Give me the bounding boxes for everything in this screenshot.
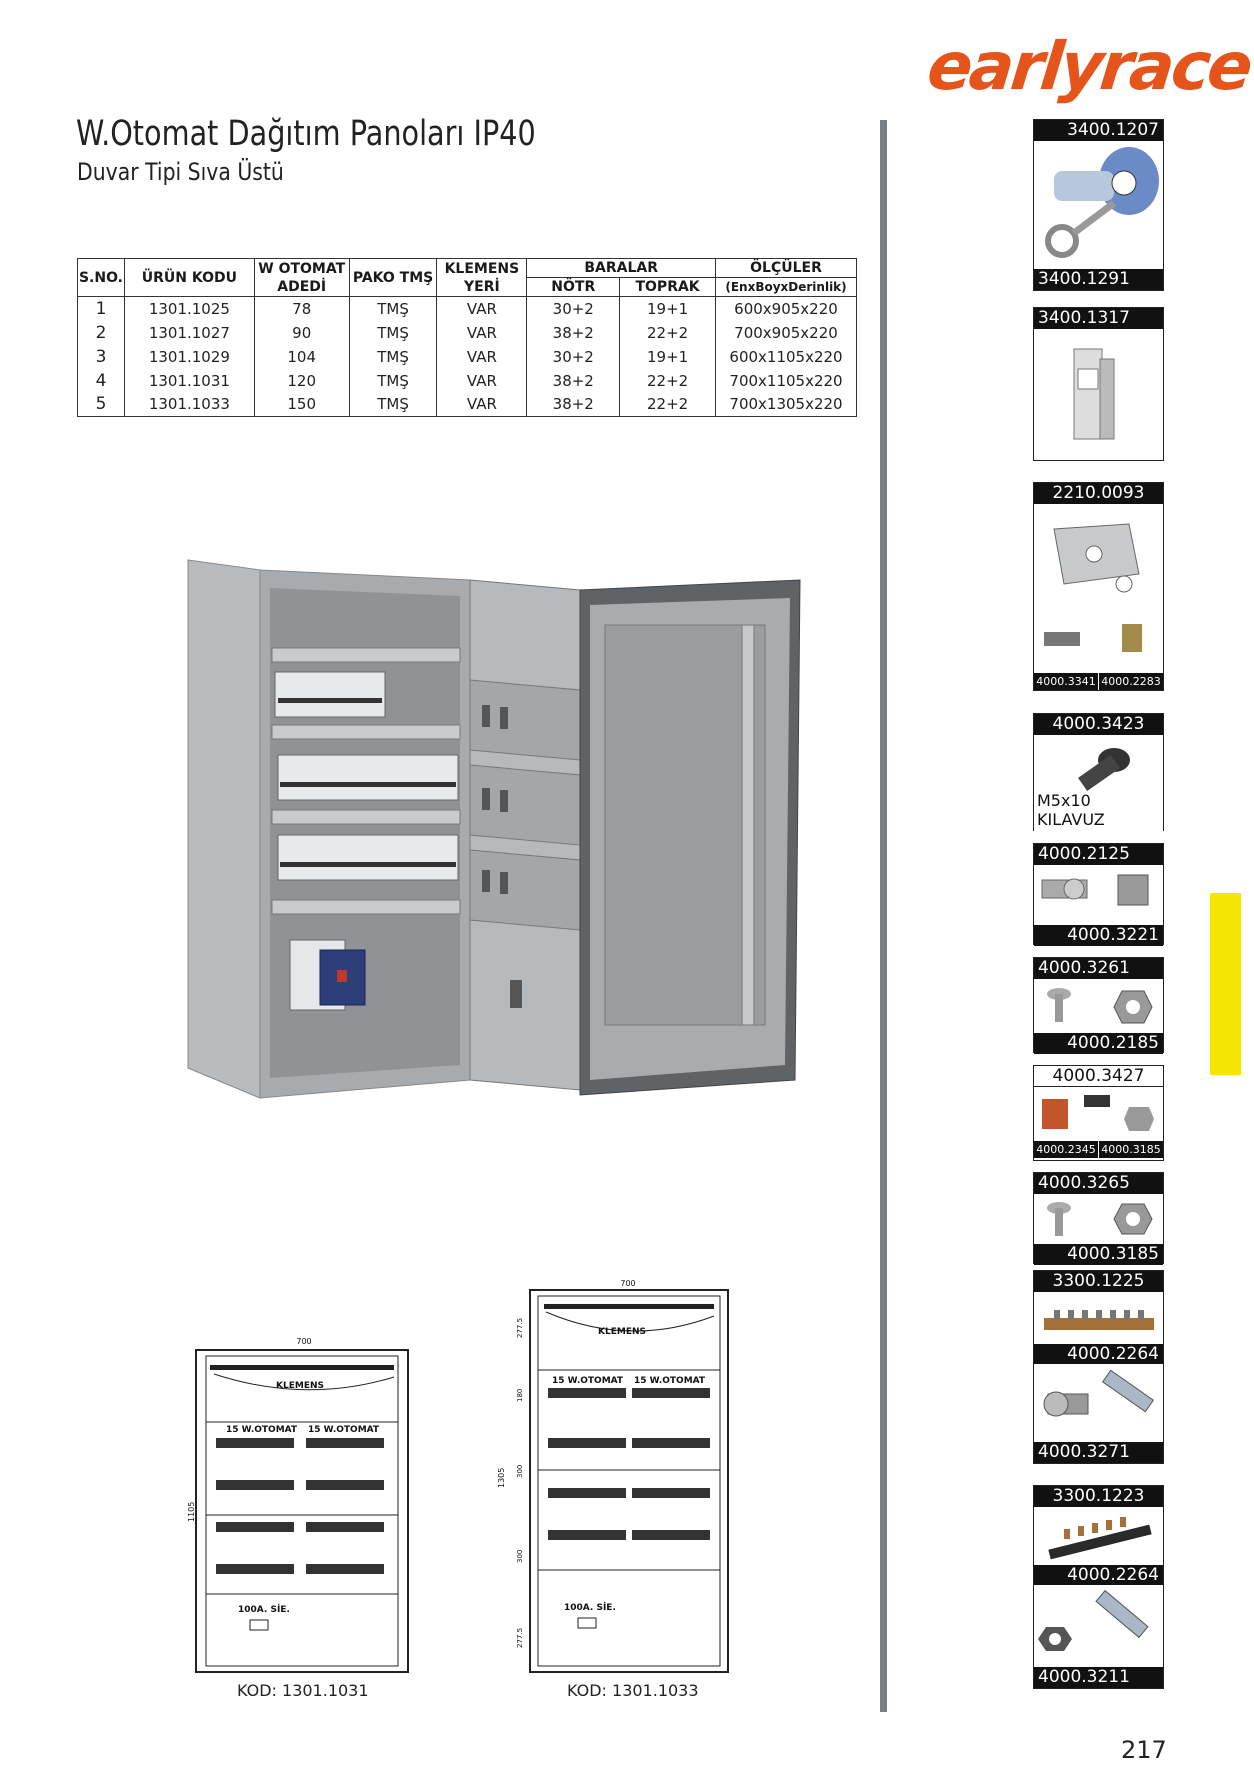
cell-toprak: 22+2 (620, 369, 716, 393)
cell-code: 1301.1027 (124, 321, 254, 345)
cell-olcu: 700x1105x220 (716, 369, 857, 393)
screw-image (1034, 735, 1163, 831)
drawing-right-dim-top: 277.5 (516, 1317, 524, 1338)
drawing-left-kod: KOD: 1301.1031 (237, 1681, 369, 1700)
accessory-code: 4000.3261 (1034, 958, 1163, 979)
cell-code: 1301.1031 (124, 369, 254, 393)
bracket-screws-image (1034, 504, 1163, 673)
accessory-code: 4000.3423 (1034, 714, 1163, 735)
accessory-code: 2210.0093 (1034, 483, 1163, 504)
drawing-left-width: 700 (296, 1337, 312, 1346)
cell-sno: 3 (78, 345, 125, 369)
cell-klemens: VAR (437, 345, 527, 369)
header-baralar: BARALAR (527, 259, 716, 278)
drawing-right (497, 1278, 730, 1676)
drawing-right-dim-c: 300 (516, 1549, 524, 1563)
cell-klemens: VAR (437, 321, 527, 345)
header-toprak: TOPRAK (620, 278, 716, 297)
cell-sno: 2 (78, 321, 125, 345)
cell-toprak: 22+2 (620, 393, 716, 417)
cabinet-illustration (160, 560, 810, 1120)
cell-olcu: 600x905x220 (716, 297, 857, 321)
screw-nut-image (1034, 979, 1163, 1033)
busbar-image (1034, 1507, 1163, 1565)
drawing-right-width: 700 (620, 1279, 636, 1288)
accessory-code: 4000.3211 (1034, 1667, 1163, 1688)
drawing-right-sie: 100A. SİE. (564, 1603, 616, 1613)
accessory-3300-1225 (1033, 1270, 1164, 1364)
table-row (78, 393, 857, 417)
accessory-caption: M5x10 KILAVUZ (1037, 791, 1105, 829)
accessory-4000-3265 (1033, 1172, 1164, 1264)
accessory-code: 3400.1317 (1034, 308, 1163, 329)
header-wotomat: W OTOMAT ADEDİ (254, 259, 349, 297)
header-pako: PAKO TMŞ (349, 259, 437, 297)
accessory-code: 3400.1207 (1034, 120, 1163, 141)
cell-pako: TMŞ (349, 297, 437, 321)
header-sno: S.NO. (78, 259, 125, 297)
accessory-code: 3400.1291 (1034, 269, 1163, 290)
table-row (78, 369, 857, 393)
page-number: 217 (1121, 1736, 1167, 1764)
drawing-left-otomat-b: 15 W.OTOMAT (308, 1425, 380, 1435)
accessory-3400-1207 (1033, 119, 1164, 291)
cell-notr: 30+2 (527, 297, 620, 321)
drawing-left-sie: 100A. SİE. (238, 1605, 290, 1615)
table-row (78, 321, 857, 345)
accessory-subcode: 4000.3185 (1098, 1141, 1163, 1158)
cell-sno: 1 (78, 297, 125, 321)
drawing-left-height: 1105 (187, 1501, 196, 1522)
cell-wotomat: 150 (254, 393, 349, 417)
cell-wotomat: 120 (254, 369, 349, 393)
cell-klemens: VAR (437, 297, 527, 321)
screw-cage-image (1034, 1364, 1163, 1442)
cell-sno: 4 (78, 369, 125, 393)
accessory-subcode: 4000.2283 (1098, 673, 1163, 690)
cell-olcu: 700x905x220 (716, 321, 857, 345)
drawing-right-klemens: KLEMENS (598, 1327, 646, 1337)
accessory-4000-3261 (1033, 957, 1164, 1053)
accessory-subcode: 4000.3341 (1036, 675, 1096, 688)
accessory-code: 3300.1223 (1034, 1486, 1163, 1507)
cell-klemens: VAR (437, 393, 527, 417)
cell-klemens: VAR (437, 369, 527, 393)
accessory-code: 4000.3427 (1034, 1066, 1163, 1087)
screw-nut-image (1034, 1194, 1163, 1244)
drawing-left (186, 1332, 406, 1677)
cell-olcu: 600x1105x220 (716, 345, 857, 369)
cell-wotomat: 104 (254, 345, 349, 369)
accessory-code: 4000.2264 (1034, 1565, 1163, 1586)
drawing-right-dim-a: 180 (516, 1388, 524, 1402)
drawing-right-otomat-b: 15 W.OTOMAT (634, 1376, 706, 1386)
accessory-code: 4000.3185 (1034, 1244, 1163, 1265)
accessory-code: 4000.2185 (1034, 1033, 1163, 1054)
table-row (78, 297, 857, 321)
drawing-right-otomat-a: 15 W.OTOMAT (552, 1376, 624, 1386)
cell-pako: TMŞ (349, 369, 437, 393)
drawing-left-otomat-a: 15 W.OTOMAT (226, 1425, 298, 1435)
table-row (78, 345, 857, 369)
page-subtitle: Duvar Tipi Sıva Üstü (77, 158, 284, 186)
cell-code: 1301.1025 (124, 297, 254, 321)
accessory-3300-1223 (1033, 1485, 1164, 1585)
header-olculer-sub: (EnxBoyxDerinlik) (716, 278, 857, 297)
busbar-image (1034, 1292, 1163, 1344)
accessory-code: 4000.3265 (1034, 1173, 1163, 1194)
cell-code: 1301.1029 (124, 345, 254, 369)
key-lock-image (1034, 141, 1163, 269)
cell-pako: TMŞ (349, 345, 437, 369)
cell-toprak: 19+1 (620, 345, 716, 369)
cell-wotomat: 78 (254, 297, 349, 321)
cell-notr: 38+2 (527, 321, 620, 345)
vertical-divider (880, 120, 887, 1712)
header-klemens: KLEMENS YERİ (437, 259, 527, 297)
drawing-left-klemens: KLEMENS (276, 1381, 324, 1391)
accessory-code: 4000.2264 (1034, 1344, 1163, 1365)
cell-notr: 38+2 (527, 393, 620, 417)
accessory-4000-3423 (1033, 713, 1164, 831)
accessory-subcode: 4000.2345 (1036, 1143, 1096, 1156)
cell-toprak: 19+1 (620, 297, 716, 321)
accessory-code: 4000.3271 (1034, 1442, 1163, 1463)
product-spec-table (77, 258, 857, 417)
hinge-image (1034, 329, 1163, 460)
accessory-4000-3427 (1033, 1065, 1164, 1161)
plug-screw-nut-image (1034, 1087, 1163, 1141)
accessory-4000-2125 (1033, 843, 1164, 945)
accessory-code: 4000.2125 (1034, 844, 1163, 865)
drawing-right-dim-bottom: 277.5 (516, 1627, 524, 1648)
page-title: W.Otomat Dağıtım Panoları IP40 (76, 114, 536, 154)
brand-logo: earlyrace (923, 28, 1254, 105)
cell-notr: 30+2 (527, 345, 620, 369)
accessory-4000-3211 (1033, 1585, 1164, 1689)
accessory-2210-0093 (1033, 482, 1164, 691)
cell-sno: 5 (78, 393, 125, 417)
screw-nut-image (1034, 1585, 1163, 1667)
section-tab (1210, 893, 1241, 1075)
cell-code: 1301.1033 (124, 393, 254, 417)
cell-notr: 38+2 (527, 369, 620, 393)
drawing-right-height: 1305 (497, 1467, 506, 1488)
accessory-code: 4000.3221 (1034, 925, 1163, 946)
cell-pako: TMŞ (349, 321, 437, 345)
drawing-right-kod: KOD: 1301.1033 (567, 1681, 699, 1700)
cell-pako: TMŞ (349, 393, 437, 417)
header-olculer: ÖLÇÜLER (716, 259, 857, 278)
cell-wotomat: 90 (254, 321, 349, 345)
accessory-code: 3300.1225 (1034, 1271, 1163, 1292)
drawing-right-dim-b: 300 (516, 1464, 524, 1478)
cell-toprak: 22+2 (620, 321, 716, 345)
cell-olcu: 700x1305x220 (716, 393, 857, 417)
accessory-4000-3271 (1033, 1364, 1164, 1464)
accessory-3400-1317 (1033, 307, 1164, 461)
screw-cage-nut-image (1034, 865, 1163, 925)
header-notr: NÖTR (527, 278, 620, 297)
header-code: ÜRÜN KODU (124, 259, 254, 297)
